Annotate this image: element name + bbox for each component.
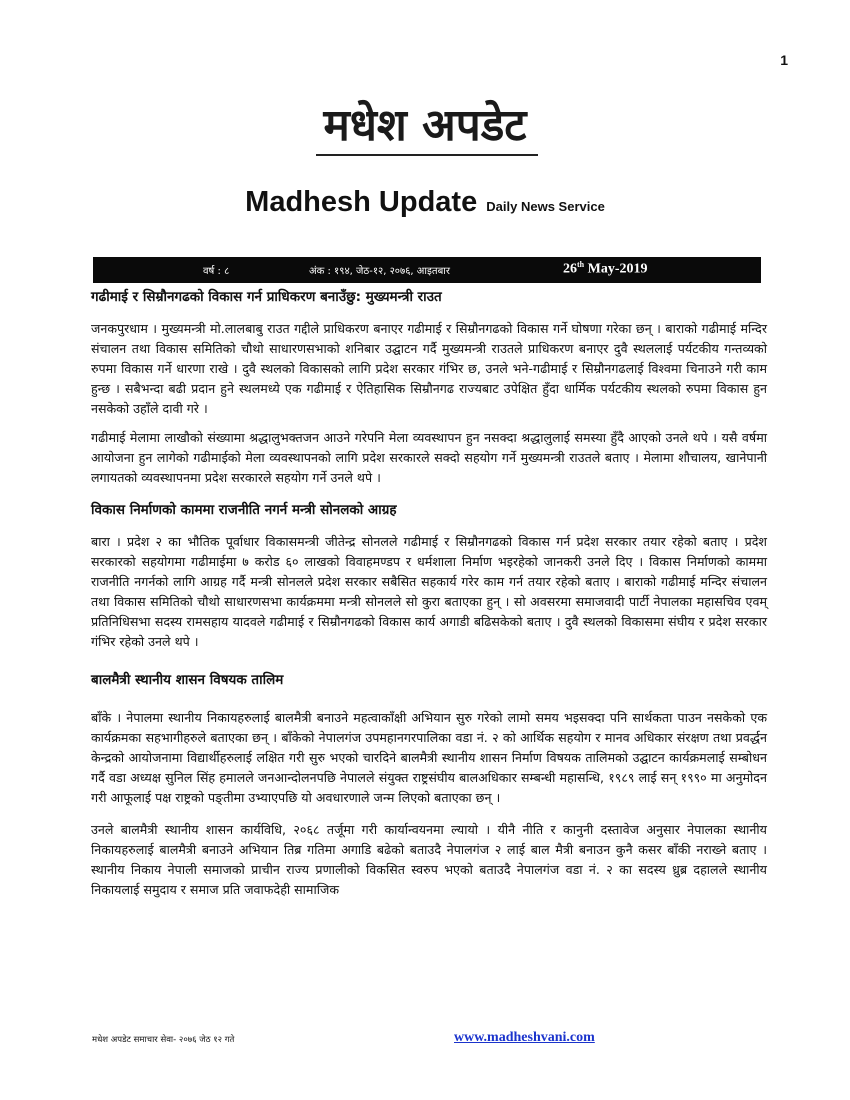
masthead-tagline: Daily News Service xyxy=(486,199,605,214)
article-paragraph: जनकपुरधाम । मुख्यमन्त्री मो.लालबाबु राउत गद्दीले प्राधिकरण बनाएर गढीमाई र सिम्रौनगढको विकास गर्ने घोषणा गरेका छन् । बाराको गढीमाई मन्दिर संचालन तथा विकास समितिको चौथो साधारणसभाको शनिबार उद्घाटन गर्दै मुख्यमन्त्री राउतले प्राधिकरण बनाएर दुवै स्थललाई पर्यटकीय गन्तव्यको रुपमा विकास गर्ने धारणा राखे । दुवै स्थलको विकासको लागि प्रदेश सरकार गंभिर छ, उनले भने-गढीमाई र सिम्रौनगढलाई विश्वमा चिनाउने गरी काम हुन्छ । सबैभन्दा बढी प्रदान हुने स्थलमध्ये एक गढीमाई र ऐतिहासिक सिम्रौनगढ राज्यबाट उपेक्षित हुँदा धार्मिक पर्यटकीय स्थलको रुपमा विकास हुन नसकेको उहाँले दावी गरे । xyxy=(91,321,767,416)
article-headline: विकास निर्माणको काममा राजनीति नगर्न मन्त्री सोनलको आग्रह xyxy=(91,502,397,518)
article-paragraph: गढीमाई मेलामा लाखौको संख्यामा श्रद्धालुभक्तजन आउने गरेपनि मेला व्यवस्थापन हुन नसक्दा श्रद्धालुलाई समस्या हुँदै आएको उनले थपे । यसै वर्षमा आयोजना हुन लागेको गढीमाईको मेला व्यवस्थापनको लागि प्रदेश सरकारले सक्दो सहयोग गर्ने मुख्यमन्त्री राउतले बताए । मेलामा शौचालय, खानेपानी लगायतको व्यवस्थापनमा प्रदेश सरकारले सहयोग गर्ने उनले थपे । xyxy=(91,430,767,485)
article-headline: गढीमाई र सिम्रौनगढको विकास गर्न प्राधिकरण बनाउँछु: मुख्यमन्त्री राउत xyxy=(91,289,442,305)
masthead-nepali-title: मधेश अपडेट xyxy=(323,100,527,151)
footer-service-note: मधेश अपडेट समाचार सेवा- २०७६ जेठ १२ गते xyxy=(92,1035,235,1045)
news-content xyxy=(91,287,767,900)
article-paragraph: बारा । प्रदेश २ का भौतिक पूर्वाधार विकासमन्त्री जीतेन्द्र सोनलले गढीमाई र सिम्रौनगढको विकास गर्न प्रदेश सरकार तयार रहेको बताए । प्रदेश सरकारको सहयोगमा गढीमाईमा ७ करोड ६० लाखको विवाहमण्डप र धर्मशाला निर्माण भइरहेको जानकरी उनले दिए । विकास निर्माणको काममा राजनीति नगर्नको लागि आग्रह गर्दै मन्त्री सोनलले प्रदेश सरकार सबैसित सहकार्य गरेर काम गर्न तयार रहेको बताए । बाराको गढीमाई मन्दिर संचालन तथा विकास समितिको चौथो साधारणसभा कार्यक्रममा मन्त्री सोनलले सो कुरा बताएका हुन् । सो अवसरमा समाजवादी पार्टी नेपालका महासचिव एवम् प्रतिनिधिसभा सदस्य रामसहाय यादवले गढीमाई र सिम्रौनगढको विकास कार्य अगाडी बढिसकेको बताए । दुवै स्थलको विकासमा संघीय र प्रदेश सरकार गंभिर रहेको उनले थपे । xyxy=(91,534,767,649)
masthead-divider xyxy=(316,154,538,156)
issue-number: अंक : १९४, जेठ-१२, २०७६, आइतबार xyxy=(309,266,450,277)
issue-date-rest: May-2019 xyxy=(584,261,648,277)
article-headline: बालमैत्री स्थानीय शासन विषयक तालिम xyxy=(91,672,284,688)
masthead-english-title: Madhesh Update xyxy=(245,186,478,218)
masthead-english xyxy=(0,186,850,219)
page-number: 1 xyxy=(780,52,788,68)
issue-date-day: 26 xyxy=(563,261,577,277)
article-paragraph: बाँके । नेपालमा स्थानीय निकायहरुलाई बालमैत्री बनाउने महत्वाकाँक्षी अभियान सुरु गरेको लामो समय भइसक्दा पनि सार्थकता पाउन नसकेको एक कार्यक्रमका सहभागीहरुले बताएका छन् । बाँकेको नेपालगंज उपमहानगरपालिका वडा नं. २ को आर्थिक सहयोग र मानव अधिकार संरक्षण तथा प्रवर्द्धन केन्द्रको आयोजनामा विद्यार्थीहरुलाई लक्षित गरी सुरु भएको चारदिने बालमैत्री स्थानीय शासन निर्माण विषयक तालिमको उद्घाटन कार्यक्रमलाई सम्बोधन गर्दै वडा अध्यक्ष सुनिल सिंह हमालले जनआन्दोलनपछि नेपालले संयुक्त राष्ट्रसंघीय बालअधिकार सम्बन्धी महासन्धि, १९८९ लाई सन् १९९० मा अनुमोदन गरी आफूलाई पक्ष राष्ट्रको पङ्तीमा उभ्याएपछि यो अवधारणाले जन्म लिएको बताएका छन् । xyxy=(91,710,767,805)
article-paragraph: उनले बालमैत्री स्थानीय शासन कार्यविधि, २०६८ तर्जूमा गरी कार्यान्वयनमा ल्यायो । यीनै नीति र कानुनी दस्तावेज अनुसार नेपालका स्थानीय निकायहरुलाई बालमैत्री बनाउने अभियान तिब्र गतिमा अगाडि बढेको बताउदै नेपालगंज २ लाई बाल मैत्री बनाउन कुनै कसर बाँकी नराख्ने बताए । स्थानीय निकाय नेपाली समाजको प्राचीन राज्य प्रणालीको विकसित स्वरुप भएको बताउदै नेपालगंज वडा नं. २ का सदस्य ध्रुब्र दहालले स्थानीय निकायलाई समुदाय र समाज प्रति जवाफदेही सामाजिक xyxy=(91,822,767,897)
issue-bar xyxy=(93,257,761,283)
issue-date-suffix: th xyxy=(577,260,585,269)
issue-date xyxy=(563,260,648,278)
footer-website-link[interactable]: www.madheshvani.com xyxy=(454,1030,595,1045)
issue-volume: वर्ष : ८ xyxy=(203,266,230,277)
